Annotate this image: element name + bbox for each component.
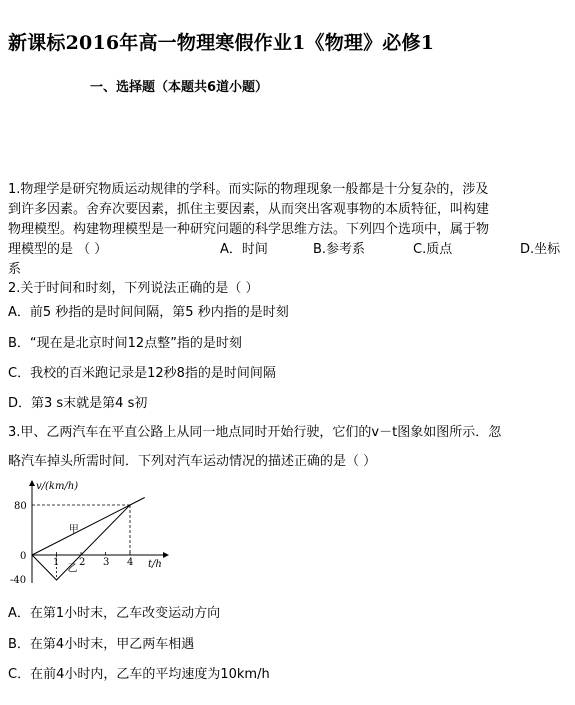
q1-option-d: D.坐标 xyxy=(520,242,561,257)
q1-options-row xyxy=(8,238,568,258)
q1-option-d-wrap: 系 xyxy=(8,262,22,277)
q1-stem-line-1: 1.物理学是研究物质运动规律的学科。而实际的物理现象一般都是十分复杂的，涉及 xyxy=(8,182,489,197)
q2-option-b: B．“现在是北京时间12点整”指的是时刻 xyxy=(8,336,242,351)
x-tick-4: 4 xyxy=(127,557,134,568)
q3-option-b: B．在第4小时末，甲乙两车相遇 xyxy=(8,637,195,652)
q1-option-b: B.参考系 xyxy=(313,242,366,257)
series-label-jia: 甲 xyxy=(68,524,79,536)
q3-option-a: A．在第1小时末，乙车改变运动方向 xyxy=(8,606,221,621)
x-axis-label: t/h xyxy=(148,559,162,570)
q1-option-a: A．时间 xyxy=(220,242,268,257)
x-tick-2: 2 xyxy=(79,557,86,568)
q3-stem-line-2: 略汽车掉头所需时间．下列对汽车运动情况的描述正确的是（ ） xyxy=(8,454,377,469)
q2-option-d: D．第3 s末就是第4 s初 xyxy=(8,396,148,411)
y-tick-neg40: -40 xyxy=(10,575,27,586)
q3-option-c: C．在前4小时内，乙车的平均速度为10km/h xyxy=(8,667,270,682)
series-label-yi: 乙 xyxy=(67,563,78,575)
q2-stem: 2.关于时间和时刻，下列说法正确的是（ ） xyxy=(8,281,259,296)
q1-stem-line-4: 理模型的是 （ ） xyxy=(8,242,108,257)
q3-stem-line-1: 3.甲、乙两汽车在平直公路上从同一地点同时开始行驶，它们的v－t图象如图所示．忽 xyxy=(8,425,502,440)
vt-graph xyxy=(8,475,178,590)
series-line-yi xyxy=(32,505,130,580)
y-tick-0: 0 xyxy=(20,551,27,562)
q1-stem-line-3: 物理模型。构建物理模型是一种研究问题的科学思维方法。下列四个选项中，属于物 xyxy=(8,222,490,237)
series-line-jia xyxy=(32,498,145,556)
section-heading: 一、选择题（本题共6道小题） xyxy=(90,80,269,95)
y-tick-80: 80 xyxy=(14,501,27,512)
x-tick-3: 3 xyxy=(103,557,110,568)
q2-option-a: A．前5 秒指的是时间间隔，第5 秒内指的是时刻 xyxy=(8,305,289,320)
x-tick-1: 1 xyxy=(53,557,60,568)
page-title: 新课标2016年高一物理寒假作业1《物理》必修1 xyxy=(8,32,435,54)
q1-option-c: C.质点 xyxy=(413,242,453,257)
q1-stem-line-2: 到许多因素。舍弃次要因素，抓住主要因素，从而突出客观事物的本质特征，叫构建 xyxy=(8,202,490,217)
q2-option-c: C．我校的百米跑记录是12秒8指的是时间间隔 xyxy=(8,366,276,381)
y-axis-label: v/(km/h) xyxy=(36,481,79,492)
